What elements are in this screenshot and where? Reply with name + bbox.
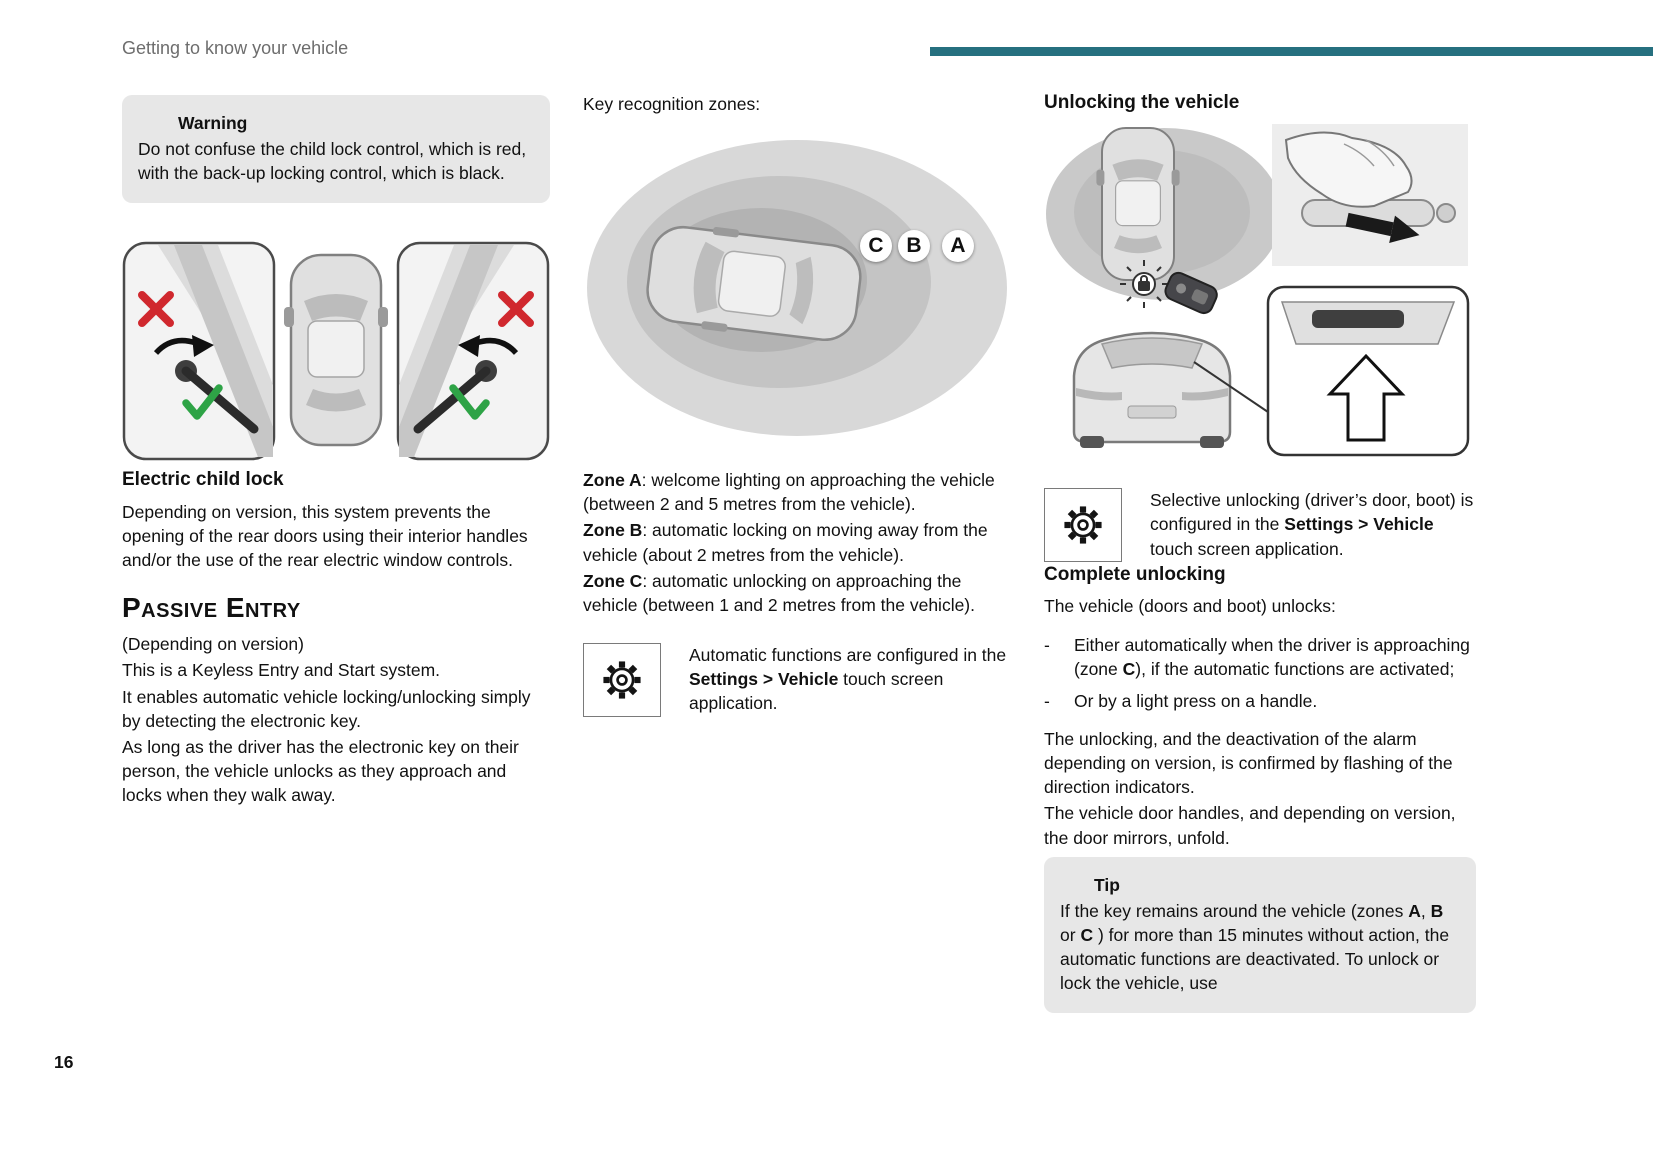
warning-text: Do not confuse the child lock control, which is red, with the back-up locking control, which is black.	[138, 139, 527, 184]
column-right	[1044, 88, 1476, 1013]
passive-entry-line: This is a Keyless Entry and Start system.	[122, 660, 441, 681]
unlocking-illustration	[1044, 122, 1476, 462]
zone-b-text: Zone B: automatic locking on moving away from the vehicle (about 2 metres from the vehicle).	[583, 520, 988, 565]
heading-passive-entry: Passive Entry	[122, 592, 301, 624]
door-lock-panel-right	[398, 243, 548, 459]
settings-info-row	[583, 643, 1011, 717]
zone-badge-c: C	[860, 230, 892, 262]
bullet-dash: -	[1044, 634, 1050, 655]
handle-press-inset	[1272, 124, 1468, 266]
tip-text: If the key remains around the vehicle (zones A, B or C ) for more than 15 minutes without action, the automatic functions are deactivated. To unlock or lock the vehicle, use	[1060, 900, 1450, 994]
column-left	[122, 88, 550, 809]
page-header: Getting to know your vehicle	[122, 38, 349, 58]
heading-electric-child-lock: Electric child lock	[122, 469, 284, 491]
zone-badge-b: B	[898, 230, 930, 262]
car-top-view-icon	[1096, 128, 1179, 280]
passive-entry-line: It enables automatic vehicle locking/unlocking simply by detecting the electronic key.	[122, 686, 531, 731]
zone-c-text: Zone C: automatic unlocking on approaching the vehicle (between 1 and 2 metres from the vehicle).	[583, 570, 975, 615]
section-accent-bar	[930, 47, 1653, 56]
electric-child-lock-text: Depending on version, this system prevents the opening of the rear doors using their interior handles and/or the use of the rear electric window controls.	[122, 501, 528, 570]
list-item	[1044, 689, 1476, 713]
handles-unfold-text: The vehicle door handles, and depending on version, the door mirrors, unfold.	[1044, 803, 1456, 848]
car-rear-view-icon	[1074, 333, 1230, 448]
warning-title: Warning	[178, 113, 248, 133]
list-item	[1044, 633, 1476, 681]
key-zones-illustration	[583, 130, 1011, 442]
bullet-dash: -	[1044, 690, 1050, 711]
selective-unlocking-text: Selective unlocking (driver’s door, boot) is configured in the Settings > Vehicle touch screen application.	[1150, 490, 1474, 559]
bullet-text: Or by a light press on a handle.	[1074, 690, 1318, 711]
car-top-view-icon	[284, 255, 388, 445]
door-lock-panel-left	[124, 243, 274, 459]
passive-entry-line: As long as the driver has the electronic key on their person, the vehicle unlocks as they approach and locks when they walk away.	[122, 736, 519, 806]
complete-unlocking-intro: The vehicle (doors and boot) unlocks:	[1044, 596, 1336, 617]
boot-release-inset	[1268, 287, 1468, 455]
unlocking-confirmation-text: The unlocking, and the deactivation of the alarm depending on version, is confirmed by flashing of the direction indicators.	[1044, 729, 1453, 798]
child-lock-illustration	[122, 237, 550, 467]
passive-entry-line: (Depending on version)	[122, 634, 304, 655]
warning-box	[122, 95, 550, 203]
settings-info-text: Automatic functions are configured in the Settings > Vehicle touch screen application.	[689, 644, 1007, 714]
key-zones-intro: Key recognition zones:	[583, 94, 761, 114]
page-number: 16	[54, 1052, 74, 1072]
zone-badge-a: A	[942, 230, 974, 262]
heading-unlocking: Unlocking the vehicle	[1044, 92, 1240, 113]
heading-complete-unlocking: Complete unlocking	[1044, 564, 1226, 586]
tip-title: Tip	[1094, 874, 1120, 895]
bullet-text: Either automatically when the driver is approaching (zone C), if the automatic functions are activated;	[1074, 634, 1470, 679]
settings-gear-icon	[583, 643, 661, 717]
tip-box	[1044, 857, 1476, 1014]
zone-a-text: Zone A: welcome lighting on approaching the vehicle (between 2 and 5 metres from the vehicle).	[583, 470, 995, 515]
selective-unlocking-row	[1044, 488, 1476, 562]
column-middle	[583, 88, 1011, 717]
settings-gear-icon	[1044, 488, 1122, 562]
